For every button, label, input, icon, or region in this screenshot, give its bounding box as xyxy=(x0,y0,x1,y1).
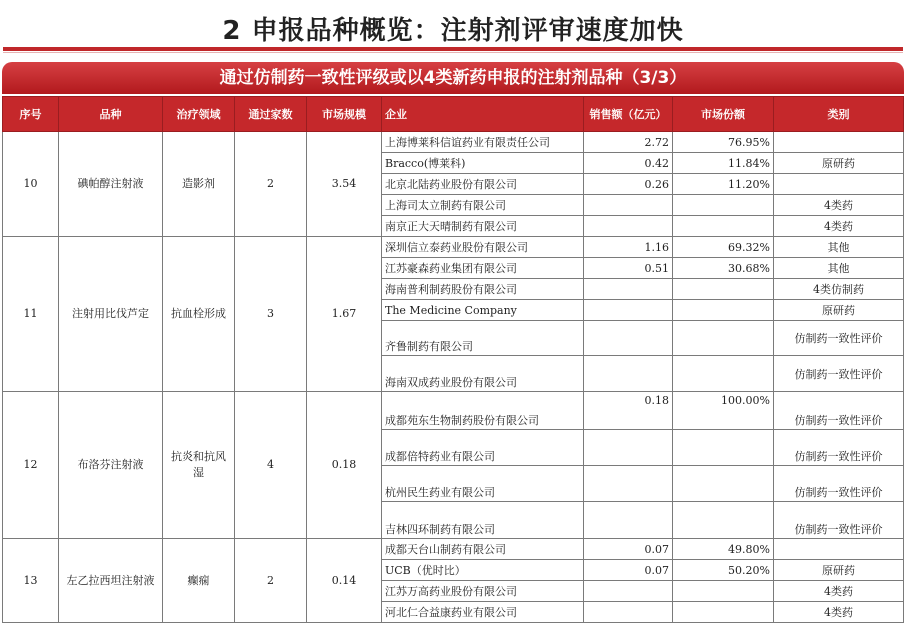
cell-sales: 0.07 xyxy=(584,560,673,581)
title-underline xyxy=(3,47,903,51)
col-header-area: 治疗领域 xyxy=(163,97,235,132)
cell-sales xyxy=(584,300,673,321)
cell-share xyxy=(673,279,774,300)
cell-share xyxy=(673,300,774,321)
cell-company: 江苏万高药业股份有限公司 xyxy=(382,581,584,602)
cell-area: 癫痫 xyxy=(163,539,235,623)
cell-sales xyxy=(584,321,673,356)
cell-company: 成都天台山制药有限公司 xyxy=(382,539,584,560)
cell-share: 11.84% xyxy=(673,153,774,174)
header-row xyxy=(3,97,904,132)
cell-market: 0.14 xyxy=(307,539,382,623)
cell-category: 仿制药一致性评价 xyxy=(774,392,904,430)
cell-seq: 11 xyxy=(3,237,59,392)
cell-category: 原研药 xyxy=(774,300,904,321)
cell-company: 成都苑东生物制药股份有限公司 xyxy=(382,392,584,430)
cell-category: 4类药 xyxy=(774,602,904,623)
cell-company: UCB（优时比） xyxy=(382,560,584,581)
cell-count: 3 xyxy=(235,237,307,392)
cell-sales xyxy=(584,279,673,300)
cell-seq: 12 xyxy=(3,392,59,539)
cell-count: 4 xyxy=(235,392,307,539)
cell-sales: 0.26 xyxy=(584,174,673,195)
col-header-seq: 序号 xyxy=(3,97,59,132)
cell-area: 抗血栓形成 xyxy=(163,237,235,392)
cell-sales: 1.16 xyxy=(584,237,673,258)
cell-sales: 0.07 xyxy=(584,539,673,560)
cell-sales: 2.72 xyxy=(584,132,673,153)
cell-share: 30.68% xyxy=(673,258,774,279)
cell-company: 深圳信立泰药业股份有限公司 xyxy=(382,237,584,258)
table-row xyxy=(3,392,904,430)
col-header-sales: 销售额（亿元） xyxy=(584,97,673,132)
cell-count: 2 xyxy=(235,539,307,623)
drug-table xyxy=(2,96,904,623)
cell-area: 抗炎和抗风湿 xyxy=(163,392,235,539)
cell-category: 4类药 xyxy=(774,195,904,216)
cell-category: 仿制药一致性评价 xyxy=(774,430,904,466)
cell-share: 50.20% xyxy=(673,560,774,581)
cell-share xyxy=(673,466,774,502)
table-body xyxy=(3,132,904,623)
cell-share xyxy=(673,216,774,237)
cell-share: 49.80% xyxy=(673,539,774,560)
cell-category xyxy=(774,132,904,153)
cell-category: 原研药 xyxy=(774,153,904,174)
cell-area: 造影剂 xyxy=(163,132,235,237)
cell-share: 76.95% xyxy=(673,132,774,153)
cell-sales xyxy=(584,216,673,237)
cell-company: 上海司太立制药有限公司 xyxy=(382,195,584,216)
table-row xyxy=(3,539,904,560)
cell-share xyxy=(673,195,774,216)
cell-company: 海南双成药业股份有限公司 xyxy=(382,356,584,392)
cell-market: 1.67 xyxy=(307,237,382,392)
cell-sales: 0.42 xyxy=(584,153,673,174)
cell-company: 江苏豪森药业集团有限公司 xyxy=(382,258,584,279)
table-banner: 通过仿制药一致性评级或以4类新药申报的注射剂品种（3/3） xyxy=(2,62,904,94)
cell-category: 仿制药一致性评价 xyxy=(774,356,904,392)
cell-company: 成都倍特药业有限公司 xyxy=(382,430,584,466)
table-row xyxy=(3,132,904,153)
cell-share xyxy=(673,602,774,623)
cell-company: 北京北陆药业股份有限公司 xyxy=(382,174,584,195)
title-underline-thin xyxy=(3,52,903,53)
cell-category: 其他 xyxy=(774,237,904,258)
cell-share xyxy=(673,356,774,392)
cell-seq: 10 xyxy=(3,132,59,237)
col-header-count: 通过家数 xyxy=(235,97,307,132)
cell-category: 4类药 xyxy=(774,581,904,602)
cell-variety: 左乙拉西坦注射液 xyxy=(59,539,163,623)
cell-company: 吉林四环制药有限公司 xyxy=(382,502,584,539)
col-header-category: 类别 xyxy=(774,97,904,132)
cell-sales xyxy=(584,502,673,539)
cell-sales xyxy=(584,430,673,466)
table-row xyxy=(3,237,904,258)
cell-company: 河北仁合益康药业有限公司 xyxy=(382,602,584,623)
cell-variety: 碘帕醇注射液 xyxy=(59,132,163,237)
cell-market: 3.54 xyxy=(307,132,382,237)
cell-company: 齐鲁制药有限公司 xyxy=(382,321,584,356)
cell-company: The Medicine Company xyxy=(382,300,584,321)
cell-category: 4类仿制药 xyxy=(774,279,904,300)
cell-sales xyxy=(584,581,673,602)
cell-sales: 0.51 xyxy=(584,258,673,279)
cell-share: 69.32% xyxy=(673,237,774,258)
cell-category: 4类药 xyxy=(774,216,904,237)
page-title: 2 申报品种概览：注射剂评审速度加快 xyxy=(222,16,684,46)
cell-share: 100.00% xyxy=(673,392,774,430)
col-header-company: 企业 xyxy=(382,97,584,132)
cell-seq: 13 xyxy=(3,539,59,623)
cell-category xyxy=(774,539,904,560)
cell-category: 其他 xyxy=(774,258,904,279)
cell-category: 仿制药一致性评价 xyxy=(774,466,904,502)
cell-share xyxy=(673,502,774,539)
cell-company: 南京正大天晴制药有限公司 xyxy=(382,216,584,237)
cell-category: 仿制药一致性评价 xyxy=(774,502,904,539)
col-header-share: 市场份额 xyxy=(673,97,774,132)
cell-share xyxy=(673,321,774,356)
cell-count: 2 xyxy=(235,132,307,237)
col-header-market: 市场规模 xyxy=(307,97,382,132)
cell-category xyxy=(774,174,904,195)
cell-variety: 注射用比伐芦定 xyxy=(59,237,163,392)
cell-sales xyxy=(584,602,673,623)
cell-market: 0.18 xyxy=(307,392,382,539)
cell-company: 杭州民生药业有限公司 xyxy=(382,466,584,502)
cell-category: 仿制药一致性评价 xyxy=(774,321,904,356)
cell-share xyxy=(673,430,774,466)
cell-variety: 布洛芬注射液 xyxy=(59,392,163,539)
cell-category: 原研药 xyxy=(774,560,904,581)
cell-sales xyxy=(584,356,673,392)
col-header-variety: 品种 xyxy=(59,97,163,132)
cell-share: 11.20% xyxy=(673,174,774,195)
cell-share xyxy=(673,581,774,602)
cell-sales xyxy=(584,195,673,216)
cell-company: Bracco(博莱科) xyxy=(382,153,584,174)
cell-company: 海南普利制药股份有限公司 xyxy=(382,279,584,300)
cell-sales xyxy=(584,466,673,502)
cell-sales: 0.18 xyxy=(584,392,673,430)
cell-company: 上海博莱科信谊药业有限责任公司 xyxy=(382,132,584,153)
